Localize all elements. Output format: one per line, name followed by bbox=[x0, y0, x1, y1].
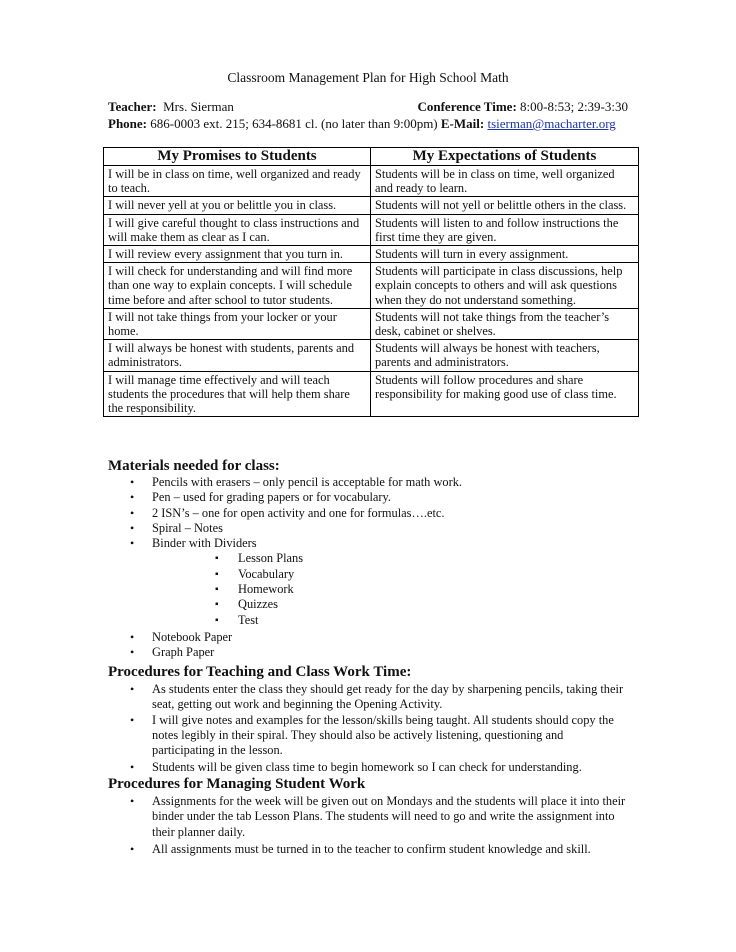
list-item: • Notebook Paper bbox=[108, 630, 628, 645]
sub-list-item: ▪ Quizzes bbox=[108, 597, 628, 612]
promise-cell: I will never yell at you or belittle you in class. bbox=[104, 197, 371, 214]
list-item: • As students enter the class they should get ready for the day by sharpening pencils, taking their seat, getting out work and beginning the Opening Activity. bbox=[108, 682, 628, 713]
teacher-label: Teacher: bbox=[108, 99, 157, 114]
expectation-cell: Students will be in class on time, well organized and ready to learn. bbox=[371, 166, 639, 197]
table-row bbox=[104, 308, 639, 339]
document-title: Classroom Management Plan for High School Math bbox=[227, 70, 509, 85]
sub-list-item: ▪ Homework bbox=[108, 582, 628, 597]
table-row bbox=[104, 166, 639, 197]
list-item: • Students will be given class time to begin homework so I can check for understanding. bbox=[108, 760, 628, 775]
materials-heading: Materials needed for class: bbox=[108, 458, 280, 474]
promise-cell: I will check for understanding and will find more than one way to explain concepts. I will schedule time before and after school to tutor students. bbox=[104, 263, 371, 309]
sub-list-item: ▪ Vocabulary bbox=[108, 567, 628, 582]
expectation-cell: Students will turn in every assignment. bbox=[371, 246, 639, 263]
list-item: • Assignments for the week will be given out on Mondays and the students will place it into their binder under the tab Lesson Plans. The students will need to go and write the assignment into their planner daily. bbox=[108, 794, 628, 840]
sub-list-item: ▪ Lesson Plans bbox=[108, 551, 628, 566]
procedures-teaching-heading: Procedures for Teaching and Class Work Time: bbox=[108, 664, 412, 680]
phone-label: Phone: bbox=[108, 116, 147, 131]
phone-value: 686-0003 ext. 215; 634-8681 cl. (no later than 9:00pm) bbox=[150, 116, 438, 131]
procedures-work-list bbox=[108, 794, 628, 857]
email-link[interactable]: tsierman@macharter.org bbox=[487, 116, 616, 131]
table-row bbox=[104, 197, 639, 214]
expectation-cell: Students will follow procedures and share responsibility for making good use of class time. bbox=[371, 371, 639, 417]
teacher-name: Mrs. Sierman bbox=[163, 99, 234, 114]
list-item: • All assignments must be turned in to the teacher to confirm student knowledge and skill. bbox=[108, 842, 628, 857]
list-item: • Binder with Dividers bbox=[108, 536, 628, 551]
sub-list-item: ▪ Test bbox=[108, 613, 628, 628]
conference-value: 8:00-8:53; 2:39-3:30 bbox=[520, 99, 628, 114]
promise-cell: I will always be honest with students, parents and administrators. bbox=[104, 340, 371, 371]
materials-list bbox=[108, 475, 628, 661]
procedures-work-heading: Procedures for Managing Student Work bbox=[108, 776, 366, 792]
expectation-cell: Students will participate in class discussions, help explain concepts to others and will ask questions when they do not understand something. bbox=[371, 263, 639, 309]
expectation-cell: Students will listen to and follow instructions the first time they are given. bbox=[371, 214, 639, 245]
phone-line bbox=[108, 116, 628, 132]
list-item: • Graph Paper bbox=[108, 645, 628, 660]
expectation-cell: Students will always be honest with teachers, parents and administrators. bbox=[371, 340, 639, 371]
promise-cell: I will be in class on time, well organized and ready to teach. bbox=[104, 166, 371, 197]
table-header-row bbox=[104, 148, 639, 166]
list-item: • Spiral – Notes bbox=[108, 521, 628, 536]
table-row bbox=[104, 214, 639, 245]
column-header-promises: My Promises to Students bbox=[104, 148, 371, 166]
table-row bbox=[104, 246, 639, 263]
promise-cell: I will not take things from your locker or your home. bbox=[104, 308, 371, 339]
column-header-expectations: My Expectations of Students bbox=[371, 148, 639, 166]
promise-cell: I will give careful thought to class instructions and will make them as clear as I can. bbox=[104, 214, 371, 245]
procedures-teaching-list bbox=[108, 682, 628, 776]
conference-time bbox=[417, 99, 628, 115]
expectation-cell: Students will not yell or belittle others in the class. bbox=[371, 197, 639, 214]
table-row bbox=[104, 371, 639, 417]
list-item: • Pen – used for grading papers or for vocabulary. bbox=[108, 490, 628, 505]
promise-cell: I will manage time effectively and will teach students the procedures that will help them share the responsibility. bbox=[104, 371, 371, 417]
teacher-line bbox=[108, 99, 628, 115]
promise-cell: I will review every assignment that you turn in. bbox=[104, 246, 371, 263]
promises-expectations-table bbox=[103, 147, 639, 417]
list-item: • I will give notes and examples for the lesson/skills being taught. All students should copy the notes legibly in their spiral. They should also be actively listening, questioning and participating in the lesson. bbox=[108, 713, 628, 759]
table-row bbox=[104, 263, 639, 309]
email-label: E-Mail: bbox=[440, 116, 485, 131]
list-item: • 2 ISN’s – one for open activity and one for formulas….etc. bbox=[108, 506, 628, 521]
conference-label: Conference Time: bbox=[417, 99, 517, 114]
expectation-cell: Students will not take things from the teacher’s desk, cabinet or shelves. bbox=[371, 308, 639, 339]
table-row bbox=[104, 340, 639, 371]
list-item: • Pencils with erasers – only pencil is acceptable for math work. bbox=[108, 475, 628, 490]
